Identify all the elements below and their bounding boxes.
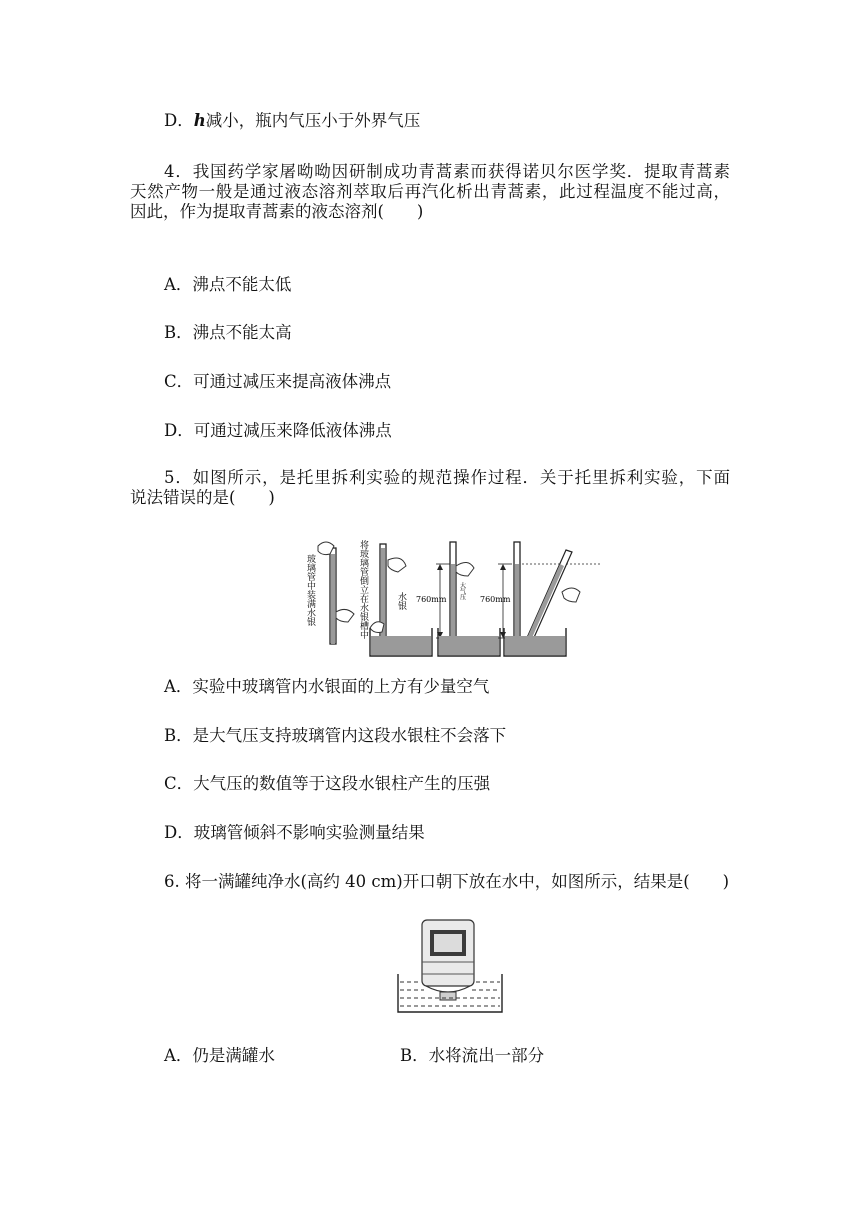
q4-stem-line-2: 天然产物一般是通过液态溶剂萃取后再汽化析出青蒿素，此过程温度不能过高， <box>130 182 730 201</box>
q3-option-d-var: h <box>193 111 206 130</box>
q3-option-d-label: D． <box>164 111 194 130</box>
q4-option-a: A．沸点不能太低 <box>164 275 292 294</box>
q4-stem <box>130 162 730 222</box>
q3-option-d <box>164 111 420 131</box>
q5-option-a: A．实验中玻璃管内水银面的上方有少量空气 <box>164 677 490 696</box>
q5-stem-line-2: 说法错误的是( ) <box>130 488 275 507</box>
hand-icon-6 <box>562 588 580 602</box>
q4-option-d: D．可通过减压来降低液体沸点 <box>164 421 392 440</box>
label-invert: 将玻璃管倒立在水银槽中 <box>358 540 368 639</box>
q6-stem: 6. 将一满罐纯净水(高约 40 cm)开口朝下放在水中，如图所示，结果是( ) <box>164 872 730 891</box>
torricelli-experiment-figure <box>300 536 600 660</box>
q5-stem <box>130 468 730 508</box>
q5-stem-line-1: 5．如图所示，是托里拆利实验的规范操作过程．关于托里拆利实验，下面 <box>164 468 730 487</box>
water-bottle-figure <box>396 916 504 1016</box>
q4-option-c: C．可通过减压来提高液体沸点 <box>164 372 392 391</box>
q4-stem-line-3: 因此，作为提取青蒿素的液态溶剂( ) <box>130 202 424 221</box>
q5-option-d: D．玻璃管倾斜不影响实验测量结果 <box>164 823 425 842</box>
label-height-2: 760mm <box>480 595 511 604</box>
hand-icon-3 <box>388 558 406 572</box>
label-height-1: 760mm <box>416 595 447 604</box>
q5-option-b: B．是大气压支持玻璃管内这段水银柱不会落下 <box>164 726 507 745</box>
q5-option-c: C．大气压的数值等于这段水银柱产生的压强 <box>164 774 491 793</box>
q3-option-d-text: 减小，瓶内气压小于外界气压 <box>205 111 421 130</box>
q4-option-b: B．沸点不能太高 <box>164 323 292 342</box>
hand-icon-2 <box>336 609 354 622</box>
label-pressure-1: 大气压 <box>458 582 466 600</box>
q6-option-a: A．仍是满罐水 <box>164 1046 275 1065</box>
bottle <box>422 920 474 1000</box>
label-mercury: 水银 <box>396 592 406 610</box>
q6-option-b: B．水将流出一部分 <box>400 1046 545 1065</box>
hand-icon-4 <box>370 622 384 633</box>
label-fill: 玻璃管中装满水银 <box>305 554 315 626</box>
panel-fill-tube <box>305 542 354 644</box>
q4-stem-line-1: 4．我国药学家屠呦呦因研制成功青蒿素而获得诺贝尔医学奖．提取青蒿素 <box>164 162 730 181</box>
hand-icon-5 <box>456 562 474 576</box>
